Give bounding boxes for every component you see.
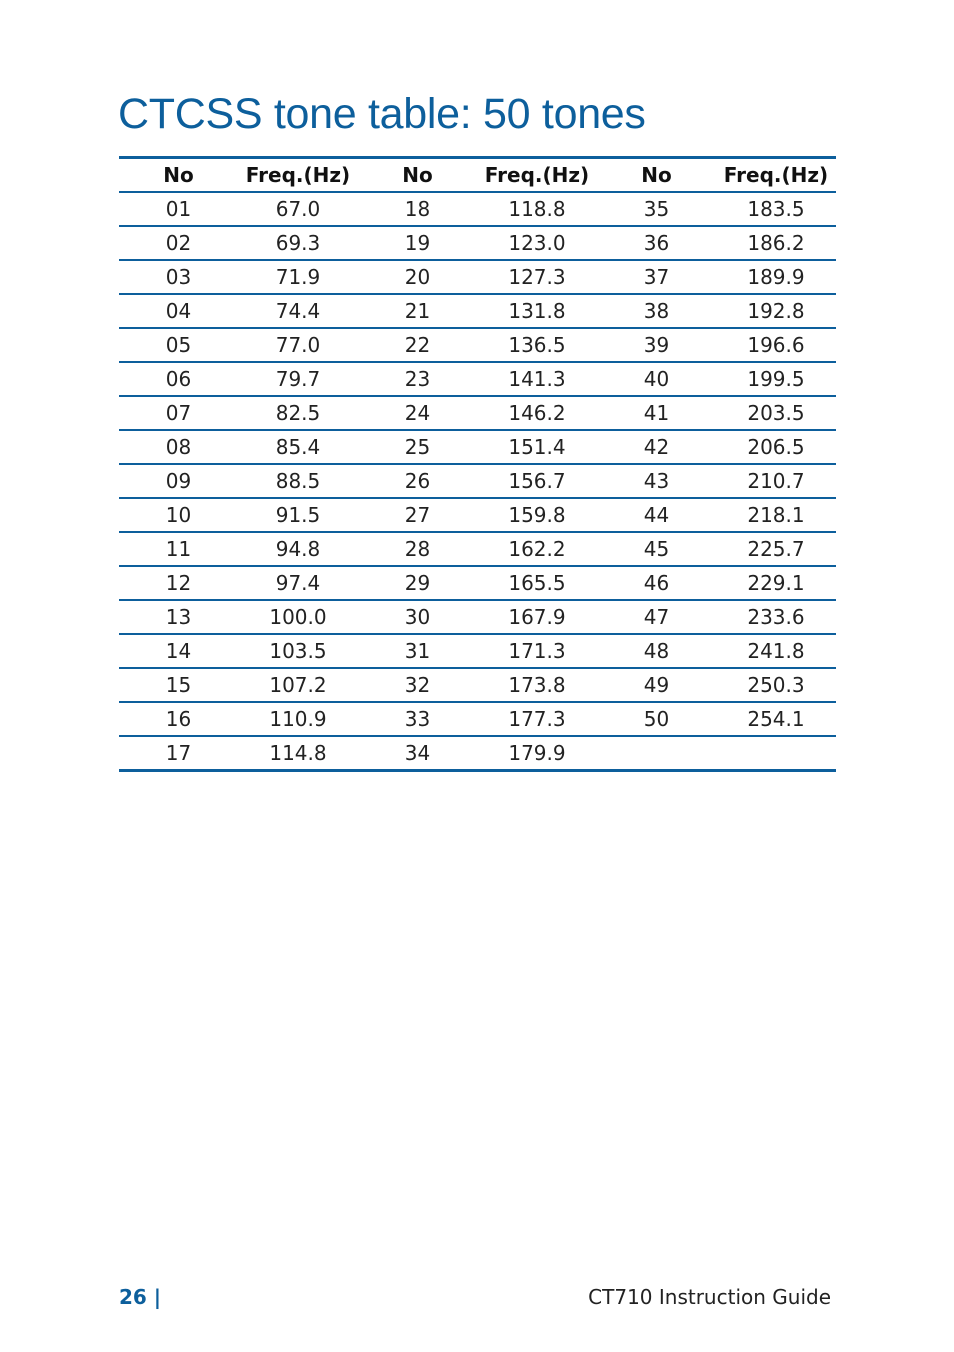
table-row <box>119 736 836 771</box>
cell-frequency: 225.7 <box>716 532 836 566</box>
cell-no: 34 <box>358 736 477 771</box>
column-header-frequency: Freq.(Hz) <box>716 158 836 193</box>
cell-no: 07 <box>119 396 238 430</box>
cell-frequency: 85.4 <box>238 430 358 464</box>
cell-no: 48 <box>597 634 716 668</box>
cell-frequency: 94.8 <box>238 532 358 566</box>
cell-no: 35 <box>597 192 716 226</box>
table-header <box>119 158 836 193</box>
cell-no: 26 <box>358 464 477 498</box>
cell-no: 23 <box>358 362 477 396</box>
table-row <box>119 396 836 430</box>
cell-frequency: 241.8 <box>716 634 836 668</box>
cell-frequency: 192.8 <box>716 294 836 328</box>
cell-no: 28 <box>358 532 477 566</box>
table-row <box>119 702 836 736</box>
cell-no: 40 <box>597 362 716 396</box>
cell-no: 25 <box>358 430 477 464</box>
table-row <box>119 566 836 600</box>
cell-no: 22 <box>358 328 477 362</box>
cell-no: 47 <box>597 600 716 634</box>
cell-frequency: 69.3 <box>238 226 358 260</box>
cell-frequency: 131.8 <box>477 294 597 328</box>
cell-frequency: 127.3 <box>477 260 597 294</box>
table-row <box>119 464 836 498</box>
cell-no: 02 <box>119 226 238 260</box>
table-row <box>119 294 836 328</box>
cell-no: 01 <box>119 192 238 226</box>
cell-no: 12 <box>119 566 238 600</box>
cell-no: 45 <box>597 532 716 566</box>
cell-no: 38 <box>597 294 716 328</box>
cell-no: 08 <box>119 430 238 464</box>
cell-frequency: 183.5 <box>716 192 836 226</box>
cell-frequency: 159.8 <box>477 498 597 532</box>
guide-title: CT710 Instruction Guide <box>588 1285 831 1309</box>
cell-frequency: 250.3 <box>716 668 836 702</box>
cell-no: 37 <box>597 260 716 294</box>
cell-no: 09 <box>119 464 238 498</box>
cell-no: 39 <box>597 328 716 362</box>
table-row <box>119 260 836 294</box>
cell-no: 42 <box>597 430 716 464</box>
cell-frequency: 71.9 <box>238 260 358 294</box>
cell-frequency: 203.5 <box>716 396 836 430</box>
cell-no: 46 <box>597 566 716 600</box>
cell-frequency: 162.2 <box>477 532 597 566</box>
cell-no: 43 <box>597 464 716 498</box>
table-row <box>119 192 836 226</box>
cell-frequency: 229.1 <box>716 566 836 600</box>
table-row <box>119 430 836 464</box>
cell-frequency: 103.5 <box>238 634 358 668</box>
cell-frequency: 100.0 <box>238 600 358 634</box>
cell-no: 06 <box>119 362 238 396</box>
column-header-no: No <box>119 158 238 193</box>
cell-no: 32 <box>358 668 477 702</box>
cell-frequency: 82.5 <box>238 396 358 430</box>
cell-frequency: 210.7 <box>716 464 836 498</box>
cell-frequency: 186.2 <box>716 226 836 260</box>
cell-frequency: 173.8 <box>477 668 597 702</box>
cell-frequency: 110.9 <box>238 702 358 736</box>
cell-no <box>597 736 716 771</box>
cell-no: 18 <box>358 192 477 226</box>
cell-no: 24 <box>358 396 477 430</box>
cell-no: 36 <box>597 226 716 260</box>
page-number: 26 | <box>119 1285 162 1309</box>
cell-no: 31 <box>358 634 477 668</box>
cell-frequency: 91.5 <box>238 498 358 532</box>
column-header-no: No <box>597 158 716 193</box>
cell-no: 15 <box>119 668 238 702</box>
cell-frequency: 233.6 <box>716 600 836 634</box>
cell-frequency: 114.8 <box>238 736 358 771</box>
cell-no: 14 <box>119 634 238 668</box>
cell-no: 16 <box>119 702 238 736</box>
cell-no: 29 <box>358 566 477 600</box>
cell-frequency: 179.9 <box>477 736 597 771</box>
cell-frequency: 206.5 <box>716 430 836 464</box>
cell-frequency: 199.5 <box>716 362 836 396</box>
cell-frequency: 165.5 <box>477 566 597 600</box>
page-title: CTCSS tone table: 50 tones <box>118 90 646 138</box>
cell-no: 13 <box>119 600 238 634</box>
cell-no: 19 <box>358 226 477 260</box>
cell-frequency: 74.4 <box>238 294 358 328</box>
cell-frequency: 107.2 <box>238 668 358 702</box>
column-header-frequency: Freq.(Hz) <box>238 158 358 193</box>
cell-no: 17 <box>119 736 238 771</box>
cell-frequency: 177.3 <box>477 702 597 736</box>
cell-no: 10 <box>119 498 238 532</box>
cell-no: 04 <box>119 294 238 328</box>
cell-frequency: 88.5 <box>238 464 358 498</box>
cell-no: 44 <box>597 498 716 532</box>
cell-no: 49 <box>597 668 716 702</box>
cell-frequency: 79.7 <box>238 362 358 396</box>
cell-no: 03 <box>119 260 238 294</box>
cell-frequency: 77.0 <box>238 328 358 362</box>
table-row <box>119 362 836 396</box>
table-body <box>119 192 836 771</box>
table-row <box>119 634 836 668</box>
cell-no: 41 <box>597 396 716 430</box>
table-row <box>119 328 836 362</box>
cell-no: 27 <box>358 498 477 532</box>
table-row <box>119 600 836 634</box>
table-row <box>119 668 836 702</box>
table-row <box>119 532 836 566</box>
cell-no: 50 <box>597 702 716 736</box>
cell-frequency: 156.7 <box>477 464 597 498</box>
column-header-frequency: Freq.(Hz) <box>477 158 597 193</box>
cell-frequency: 171.3 <box>477 634 597 668</box>
cell-no: 33 <box>358 702 477 736</box>
cell-no: 11 <box>119 532 238 566</box>
cell-frequency: 189.9 <box>716 260 836 294</box>
cell-frequency: 136.5 <box>477 328 597 362</box>
cell-frequency: 254.1 <box>716 702 836 736</box>
cell-frequency: 67.0 <box>238 192 358 226</box>
table-header-row <box>119 158 836 193</box>
cell-no: 30 <box>358 600 477 634</box>
column-header-no: No <box>358 158 477 193</box>
table-row <box>119 498 836 532</box>
cell-frequency: 146.2 <box>477 396 597 430</box>
cell-no: 20 <box>358 260 477 294</box>
cell-frequency: 97.4 <box>238 566 358 600</box>
cell-frequency: 167.9 <box>477 600 597 634</box>
cell-no: 05 <box>119 328 238 362</box>
ctcss-tone-table <box>119 156 836 772</box>
cell-frequency <box>716 736 836 771</box>
cell-frequency: 118.8 <box>477 192 597 226</box>
table-row <box>119 226 836 260</box>
cell-frequency: 123.0 <box>477 226 597 260</box>
cell-frequency: 151.4 <box>477 430 597 464</box>
cell-frequency: 196.6 <box>716 328 836 362</box>
cell-no: 21 <box>358 294 477 328</box>
cell-frequency: 218.1 <box>716 498 836 532</box>
cell-frequency: 141.3 <box>477 362 597 396</box>
